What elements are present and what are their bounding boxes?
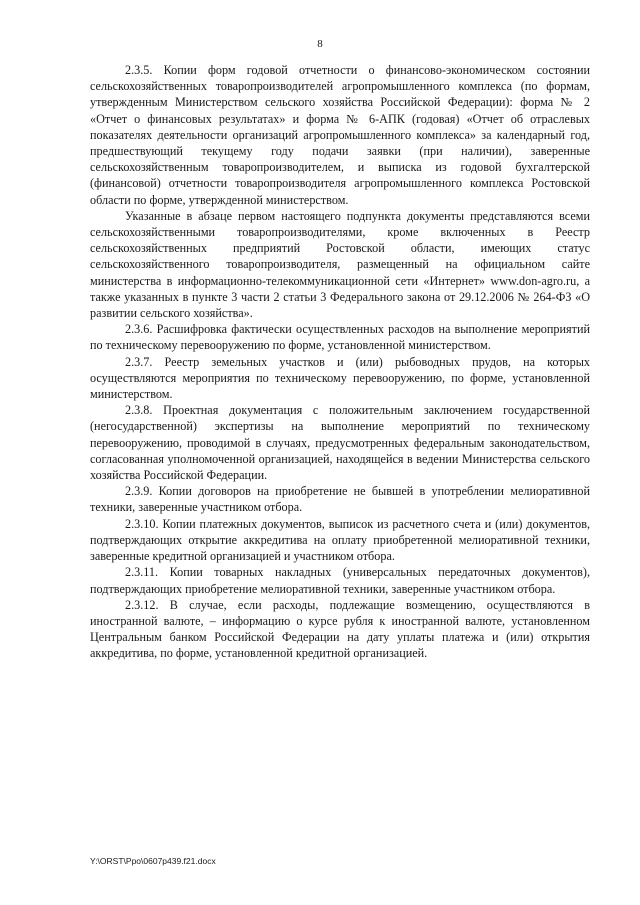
paragraph-2-3-6: 2.3.6. Расшифровка фактически осуществленных расходов на выполнение мероприятий по техническому перевооружению по форме, установленной министерством.	[90, 322, 590, 353]
paragraph-2-3-7: 2.3.7. Реестр земельных участков и (или) рыбоводных прудов, на которых осуществляются мероприятия по техническому перевооружению, по форме, установленной министерством.	[90, 354, 590, 402]
footer-file-path: Y:\ORST\Ppo\0607p439.f21.docx	[90, 856, 216, 866]
paragraph-2-3-11: 2.3.11. Копии товарных накладных (универсальных передаточных документов), подтверждающих приобретение мелиоративной техники, заверенные участником отбора.	[90, 565, 590, 596]
paragraph-documents-note: Указанные в абзаце первом настоящего подпункта документы представляются всеми сельскохозяйственными товаропроизводителями, кроме включенных в Реестр сельскохозяйственных предприятий Ростовской области, имеющих статус сельскохозяйственного товаропроизводителя, размещенный на официальном сайте министерства в информационно-телекоммуникационной сети «Интернет» www.don-agro.ru, а также указанных в пункте 3 части 2 статьи 3 Федерального закона от 29.12.2006 № 264-ФЗ «О развитии сельского хозяйства».	[90, 208, 590, 321]
paragraph-2-3-12: 2.3.12. В случае, если расходы, подлежащие возмещению, осуществляются в иностранной валюте, – информацию о курсе рубля к иностранной валюте, установленном Центральным банком Российской Федерации на дату уплаты платежа и (или) открытия аккредитива, по форме, установленной кредитной организацией.	[90, 597, 590, 661]
page-number: 8	[317, 38, 323, 50]
paragraph-2-3-10: 2.3.10. Копии платежных документов, выписок из расчетного счета и (или) документов, подтверждающих открытие аккредитива на оплату приобретенной мелиоративной техники, заверенные кредитной организацией и участником отбора.	[90, 516, 590, 564]
paragraph-2-3-5: 2.3.5. Копии форм годовой отчетности о финансово-экономическом состоянии сельскохозяйственных товаропроизводителей агропромышленного комплекса (по формам, утвержденным Министерством сельского хозяйства Российской Федерации): форма № 2 «Отчет о финансовых результатах» и форма № 6-АПК (годовая) «Отчет об отраслевых показателях деятельности организаций агропромышленного комплекса» за календарный год, предшествующий текущему году подачи заявки (при наличии), заверенные сельскохозяйственным товаропроизводителем, и выписка из годовой бухгалтерской (финансовой) отчетности товаропроизводителя агропромышленного комплекса Ростовской области по форме, утвержденной министерством.	[90, 63, 590, 207]
paragraph-2-3-9: 2.3.9. Копии договоров на приобретение не бывшей в употреблении мелиоративной техники, заверенные участником отбора.	[90, 484, 590, 515]
paragraph-2-3-8: 2.3.8. Проектная документация с положительным заключением государственной (негосударственной) экспертизы на выполнение мероприятий по техническому перевооружению, проводимой в случаях, предусмотренных федеральным законодательством, согласованная уполномоченной организацией, находящейся в ведении Министерства сельского хозяйства Российской Федерации.	[90, 403, 590, 483]
document-body	[90, 62, 590, 662]
